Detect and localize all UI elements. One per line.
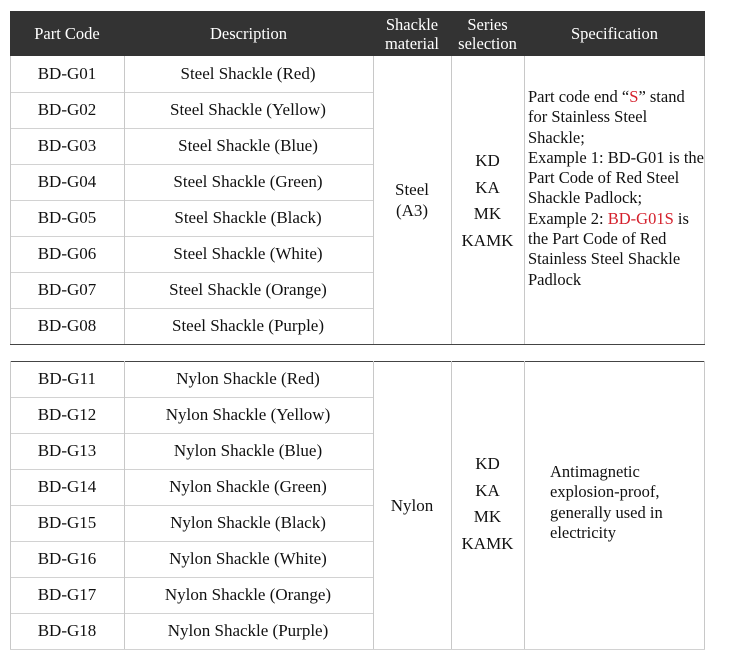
column-divider	[524, 361, 525, 649]
series-selection-nylon	[451, 361, 524, 647]
series-item: KAMK	[461, 230, 514, 250]
part-code-cell: BD-G16	[37, 549, 97, 568]
series-item: MK	[473, 507, 502, 526]
row-divider	[10, 397, 373, 398]
description-cell: Steel Shackle (Red)	[180, 64, 316, 83]
row-divider	[10, 541, 373, 542]
part-code-cell: BD-G18	[37, 621, 97, 640]
material-line1: Steel	[395, 180, 429, 199]
description-cell: Steel Shackle (Black)	[174, 208, 322, 227]
description-cell: Steel Shackle (Blue)	[178, 136, 318, 155]
table-row	[10, 236, 373, 272]
specification-nylon: Antimagnetic explosion-proof, generally used in electricity	[550, 462, 663, 542]
column-divider	[124, 56, 125, 344]
column-divider	[10, 361, 11, 649]
description-cell: Nylon Shackle (Purple)	[167, 621, 329, 640]
part-code-cell: BD-G03	[37, 136, 97, 155]
description-cell: Steel Shackle (Orange)	[169, 280, 327, 299]
description-cell: Nylon Shackle (Orange)	[164, 585, 332, 604]
column-divider	[704, 56, 705, 344]
table-row	[10, 613, 373, 649]
group-divider	[10, 344, 705, 345]
table-row	[10, 128, 373, 164]
table-row	[10, 272, 373, 308]
series-item: KAMK	[461, 533, 514, 553]
material-line2: (A3)	[395, 201, 429, 220]
part-code-cell: BD-G06	[37, 244, 97, 263]
part-code-cell: BD-G07	[37, 280, 97, 299]
header-description: Description	[210, 24, 287, 43]
series-item: KA	[475, 480, 500, 500]
column-divider	[124, 361, 125, 649]
description-cell: Nylon Shackle (Green)	[169, 477, 327, 496]
header-shackle-material	[373, 11, 451, 56]
row-divider	[10, 164, 373, 165]
table-row	[10, 308, 373, 344]
header-shackle-material-line1: Shackle	[385, 14, 439, 34]
shackle-material-nylon	[373, 361, 451, 649]
spec-text: ” stand for Stainless Steel Shackle;	[528, 87, 685, 147]
part-code-cell: BD-G14	[37, 477, 97, 496]
part-code-cell: BD-G17	[37, 585, 97, 604]
row-divider	[10, 308, 373, 309]
part-code-cell: BD-G12	[37, 405, 97, 424]
spec-highlight: BD-G01S	[607, 208, 674, 228]
spec-text: Example 2:	[528, 208, 608, 228]
description-cell: Steel Shackle (Green)	[173, 172, 323, 191]
table-row	[10, 469, 373, 505]
description-cell: Steel Shackle (White)	[173, 244, 323, 263]
series-item: MK	[473, 204, 502, 223]
row-divider	[10, 200, 373, 201]
header-part-code: Part Code	[34, 24, 100, 43]
row-divider	[10, 272, 373, 273]
series-item: KA	[475, 177, 500, 197]
column-divider	[524, 56, 525, 344]
table-row	[10, 577, 373, 613]
description-cell: Nylon Shackle (Red)	[176, 369, 320, 388]
row-divider	[10, 613, 373, 614]
spec-highlight: S	[629, 87, 639, 106]
row-divider	[10, 433, 373, 434]
header-series-line1: Series	[467, 14, 508, 34]
specification-steel	[528, 87, 708, 290]
part-code-cell: BD-G02	[37, 100, 97, 119]
series-item: KD	[475, 454, 500, 473]
column-divider	[451, 361, 452, 649]
part-code-cell: BD-G15	[37, 513, 97, 532]
row-divider	[10, 92, 373, 93]
part-code-cell: BD-G11	[38, 369, 96, 388]
table-row	[10, 92, 373, 128]
spec-text: is the Part Code of Red Stainless Steel Shackle Padlock	[528, 208, 689, 289]
table-header	[10, 11, 705, 56]
description-cell: Nylon Shackle (Black)	[170, 513, 326, 532]
header-specification: Specification	[570, 24, 659, 43]
spec-text: Part code end “	[528, 87, 630, 106]
table-row	[10, 56, 373, 92]
description-cell: Steel Shackle (Purple)	[171, 316, 324, 335]
table-row	[10, 433, 373, 469]
header-series-line2: selection	[458, 33, 517, 53]
column-divider	[704, 361, 705, 649]
table-row	[10, 541, 373, 577]
description-cell: Steel Shackle (Yellow)	[170, 100, 326, 119]
header-series-selection	[451, 11, 524, 56]
table-row	[10, 164, 373, 200]
column-divider	[373, 361, 374, 649]
group-divider	[10, 361, 705, 362]
column-divider	[451, 56, 452, 344]
row-divider	[10, 236, 373, 237]
part-code-cell: BD-G01	[37, 64, 97, 83]
row-divider	[10, 469, 373, 470]
series-selection-steel	[451, 56, 524, 346]
table-row	[10, 361, 373, 397]
column-divider	[373, 56, 374, 344]
table-row	[10, 200, 373, 236]
description-cell: Nylon Shackle (White)	[169, 549, 327, 568]
table-bottom-border	[10, 649, 705, 650]
series-item: KD	[475, 151, 500, 170]
column-divider	[10, 56, 11, 344]
row-divider	[10, 505, 373, 506]
spec-text: Example 1: BD-G01 is the Part Code of Red Steel Shackle Padlock;	[528, 147, 704, 208]
table-row	[10, 505, 373, 541]
description-cell: Nylon Shackle (Yellow)	[165, 405, 331, 424]
part-code-cell: BD-G04	[37, 172, 97, 191]
row-divider	[10, 128, 373, 129]
part-code-cell: BD-G05	[37, 208, 97, 227]
table-row	[10, 397, 373, 433]
header-shackle-material-line2: material	[384, 33, 440, 53]
shackle-material-steel	[373, 56, 451, 344]
row-divider	[10, 577, 373, 578]
material-line1: Nylon	[390, 495, 434, 515]
part-code-cell: BD-G13	[37, 441, 97, 460]
description-cell: Nylon Shackle (Blue)	[173, 441, 323, 460]
part-code-cell: BD-G08	[37, 316, 97, 335]
